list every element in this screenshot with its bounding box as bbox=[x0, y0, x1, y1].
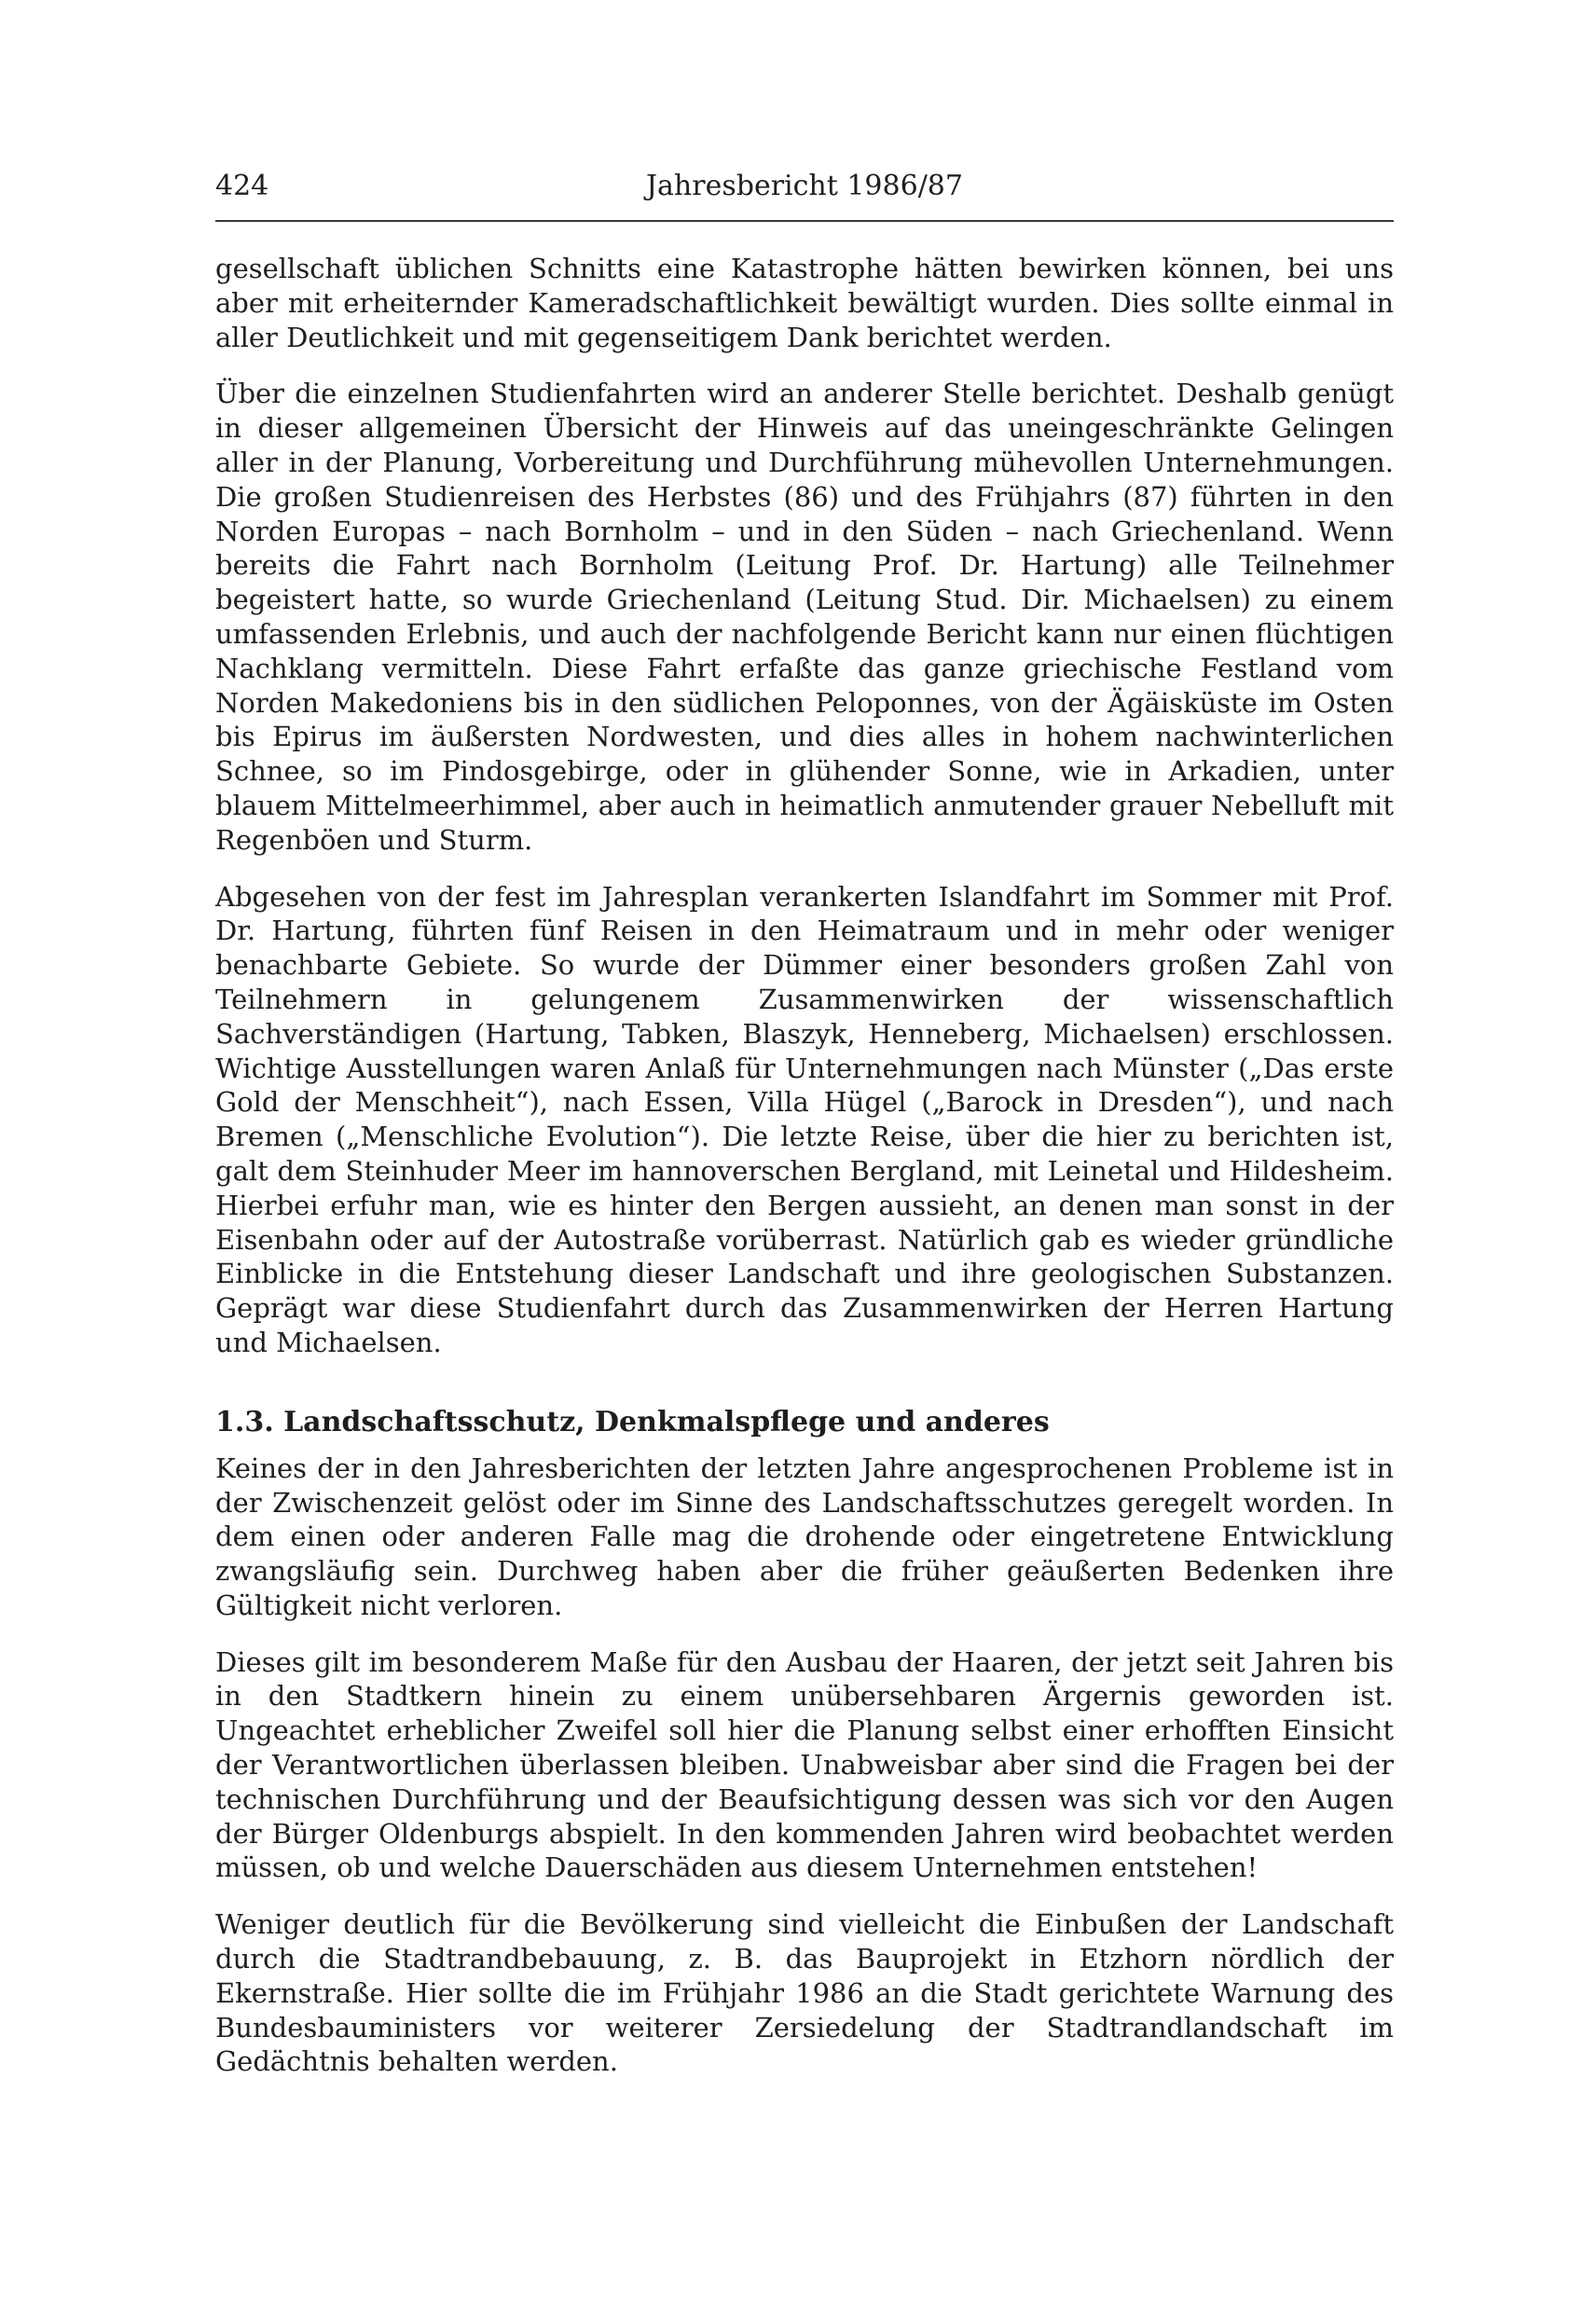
running-title: Jahresbericht 1986/87 bbox=[646, 170, 963, 202]
paragraph-2: Über die einzelnen Studienfahrten wird an anderer Stelle berichtet. Deshalb genügt in dieser allgemeinen Übersicht der Hinweis auf das uneingeschränkte Gelingen aller in der Planung, Vorbereitung und Durchführung mühevollen Unternehmungen. Die großen Studienreisen des Herbstes (86) und des Frühjahrs (87) führten in den Norden Europas – nach Bornholm – und in den Süden – nach Griechenland. Wenn bereits die Fahrt nach Bornholm (Leitung Prof. Dr. Hartung) alle Teilnehmer begeistert hatte, so wurde Griechenland (Leitung Stud. Dir. Michaelsen) zu einem umfassenden Erlebnis, und auch der nachfolgende Bericht kann nur einen flüchtigen Nachklang vermitteln. Diese Fahrt erfaßte das ganze griechische Festland vom Norden Makedoniens bis in den südlichen Peloponnes, von der Ägäisküste im Osten bis Epirus im äußersten Nordwesten, und dies alles in hohem nachwinterlichen Schnee, so im Pindosgebirge, oder in glühender Sonne, wie in Arkadien, unter blauem Mittelmeerhimmel, aber auch in heimatlich anmutender grauer Nebelluft mit Regenböen und Sturm. bbox=[215, 378, 1394, 856]
paragraph-1: gesellschaft üblichen Schnitts eine Katastrophe hätten bewirken können, bei uns aber mit erheiternder Kameradschaftlichkeit bewältigt wurden. Dies sollte einmal in aller Deutlichkeit und mit gegenseitigem Dank berichtet werden. bbox=[215, 253, 1394, 353]
paragraph-3: Abgesehen von der fest im Jahresplan verankerten Islandfahrt im Sommer mit Prof. Dr. Hartung, führten fünf Reisen in den Heimatraum und in mehr oder weniger benachbarte Gebiete. So wurde der Dümmer einer besonders großen Zahl von Teilnehmern in gelungenem Zusammenwirken der wissenschaftlich Sachverständigen (Hartung, Tabken, Blaszyk, Henneberg, Michaelsen) erschlossen. Wichtige Ausstellungen waren Anlaß für Unternehmungen nach Münster („Das erste Gold der Menschheit“), nach Essen, Villa Hügel („Barock in Dresden“), und nach Bremen („Menschliche Evolution“). Die letzte Reise, über die hier zu berichten ist, galt dem Steinhuder Meer im hannoverschen Bergland, mit Leinetal und Hildesheim. Hierbei erfuhr man, wie es hinter den Bergen aussieht, an denen man sonst in der Eisenbahn oder auf der Autostraße vorüberrast. Natürlich gab es wieder gründliche Einblicke in die Entstehung dieser Landschaft und ihre geologischen Substanzen. Geprägt war diese Studienfahrt durch das Zusammenwirken der Herren Hartung und Michaelsen. bbox=[215, 880, 1394, 1358]
section-heading: 1.3. Landschaftsschutz, Denkmalspflege und anderes bbox=[215, 1405, 1050, 1438]
page-number: 424 bbox=[215, 170, 269, 202]
paragraph-5: Dieses gilt im besonderem Maße für den Ausbau der Haaren, der jetzt seit Jahren bis in den Stadtkern hinein zu einem unübersehbaren Ärgernis geworden ist. Ungeachtet erheblicher Zweifel soll hier die Planung selbst einer erhofften Einsicht der Verantwortlichen überlassen bleiben. Unabweisbar aber sind die Fragen bei der technischen Durchführung und der Beaufsichtigung dessen was sich vor den Augen der Bürger Oldenburgs abspielt. In den kommenden Jahren wird beobachtet werden müssen, ob und welche Dauerschäden aus diesem Unternehmen entstehen! bbox=[215, 1645, 1394, 1884]
paragraph-4: Keines der in den Jahresberichten der letzten Jahre angesprochenen Probleme ist in der Zwischenzeit gelöst oder im Sinne des Landschaftsschutzes geregelt worden. In dem einen oder anderen Falle mag die drohende oder eingetretene Entwicklung zwangsläufig sein. Durchweg haben aber die früher geäußerten Bedenken ihre Gültigkeit nicht verloren. bbox=[215, 1452, 1394, 1621]
header-rule bbox=[215, 220, 1394, 222]
running-head bbox=[215, 164, 1394, 211]
body-text bbox=[215, 252, 1394, 2101]
document-page bbox=[215, 0, 1394, 2312]
paragraph-6: Weniger deutlich für die Bevölkerung sind vielleicht die Einbußen der Landschaft durch die Stadtrandbebauung, z. B. das Bauprojekt in Etzhorn nördlich der Ekernstraße. Hier sollte die im Frühjahr 1986 an die Stadt gerichtete Warnung des Bundesbauministers vor weiterer Zersiedelung der Stadtrandlandschaft im Gedächtnis behalten werden. bbox=[215, 1908, 1394, 2078]
